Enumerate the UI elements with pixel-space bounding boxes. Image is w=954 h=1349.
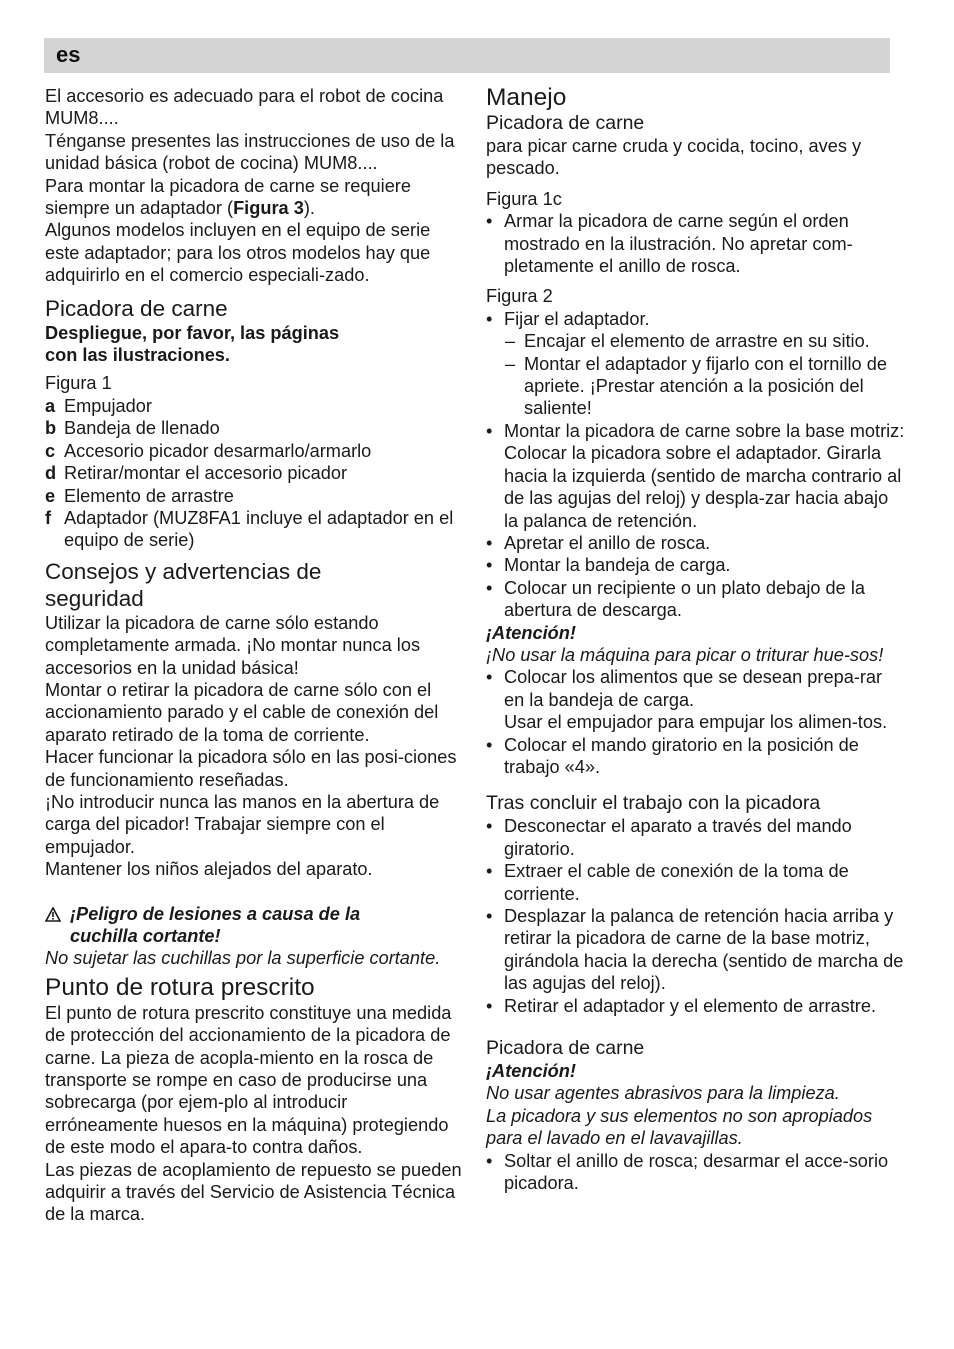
list-item: • Fijar el adaptador. bbox=[486, 308, 906, 330]
after-attention-list bbox=[486, 666, 906, 778]
list-item: • Desplazar la palanca de retención hacia arriba y retirar la picadora de carne de la base motriz, girándola hacia la derecha (sentido de marcha de las agujas del reloj). bbox=[486, 905, 906, 995]
list-item-text: • Montar la picadora de carne sobre la base motriz: bbox=[504, 420, 905, 441]
legend-item bbox=[45, 485, 465, 507]
intro-paragraph bbox=[45, 175, 465, 220]
section-heading-picadora: Picadora de carne bbox=[45, 295, 228, 321]
list-item: • Apretar el anillo de rosca. bbox=[486, 532, 906, 554]
section-heading-consejos: Consejos y advertencias de seguridad bbox=[45, 558, 322, 611]
section-heading-tras: Tras concluir el trabajo con la picadora bbox=[486, 792, 821, 815]
figure-1c-list bbox=[486, 210, 906, 277]
figure-label: Figura 1 bbox=[45, 373, 112, 394]
legend-key: c bbox=[45, 440, 56, 461]
legend-text: Retirar/montar el accesorio picador bbox=[64, 463, 348, 484]
list-item: • Colocar un recipiente o un plato debajo de la abertura de descarga. bbox=[486, 577, 906, 622]
legend-list bbox=[45, 395, 465, 552]
list-item: • Retirar el adaptador y el elemento de arrastre. bbox=[486, 995, 906, 1017]
sub-list-item: – Montar el adaptador y fijarlo con el tornillo de apriete. ¡Prestar atención a la posición del saliente! bbox=[486, 353, 906, 420]
list-item: • Montar la bandeja de carga. bbox=[486, 554, 906, 576]
list-item: • Soltar el anillo de rosca; desarmar el acce-sorio picadora. bbox=[486, 1150, 906, 1195]
list-item: • Armar la picadora de carne según el orden mostrado en la ilustración. No apretar com-pletamente el anillo de rosca. bbox=[486, 210, 906, 277]
limpieza-list bbox=[486, 1150, 906, 1195]
legend-key: a bbox=[45, 395, 56, 416]
legend-text: Elemento de arrastre bbox=[64, 485, 234, 506]
legend-item bbox=[45, 462, 465, 484]
legend-text: Bandeja de llenado bbox=[64, 418, 220, 439]
warning-title: ¡Peligro de lesiones a causa de la cuchilla cortante! bbox=[70, 903, 361, 946]
language-code: es bbox=[56, 42, 81, 67]
intro-text: Para montar la picadora de carne se requiere siempre un adaptador ( bbox=[45, 175, 411, 219]
fold-out-instruction: Despliegue, por favor, las páginas con las ilustraciones. bbox=[45, 322, 340, 366]
list-item-continuation: Colocar la picadora sobre el adaptador. Girarla hacia la izquierda (sentido de marcha contrario al de las agujas del reloj) y despla-zar hacia abajo la palanca de retención. bbox=[504, 443, 902, 531]
left-column bbox=[45, 85, 465, 1226]
section-heading-limpieza: Picadora de carne bbox=[486, 1037, 645, 1060]
legend-text: Accesorio picador desarmarlo/armarlo bbox=[64, 440, 372, 461]
attention-label: ¡Atención! bbox=[486, 622, 576, 643]
warning-text: No sujetar las cuchillas por la superficie cortante. bbox=[45, 948, 441, 969]
intro-paragraph: El accesorio es adecuado para el robot de cocina MUM8.... bbox=[45, 86, 444, 129]
list-item: • Desconectar el aparato a través del mando giratorio. bbox=[486, 815, 906, 860]
attention-text: No usar agentes abrasivos para la limpieza. bbox=[486, 1083, 840, 1104]
list-item: • Extraer el cable de conexión de la toma de corriente. bbox=[486, 860, 906, 905]
legend-item bbox=[45, 507, 465, 552]
figure-2-list bbox=[486, 308, 906, 622]
sub-list-item: – Encajar el elemento de arrastre en su sitio. bbox=[486, 330, 906, 352]
intro-text: ). bbox=[303, 198, 315, 219]
legend-key: e bbox=[45, 485, 56, 506]
figure-label: Figura 2 bbox=[486, 286, 553, 307]
figure-reference: Figura 3 bbox=[233, 198, 304, 219]
legend-item bbox=[45, 395, 465, 417]
figure-label: Figura 1c bbox=[486, 188, 562, 209]
legend-item bbox=[45, 417, 465, 439]
punto-paragraph: El punto de rotura prescrito constituye una medida de protección del accionamiento de la picadora de carne. La pieza de acopla-miento en la rosca de transporte se rompe en caso de producirse una sobrecarga (por ejem-plo al introducir erróneamente huesos en la máquina) protegiendo de este modo el apara-to contra daños. bbox=[45, 1002, 452, 1158]
section-heading-punto: Punto de rotura prescrito bbox=[45, 973, 315, 1001]
safety-paragraph: Utilizar la picadora de carne sólo estando completamente armada. ¡No montar nunca los accesorios en la unidad básica! bbox=[45, 612, 421, 678]
legend-item bbox=[45, 440, 465, 462]
right-column bbox=[486, 84, 906, 1194]
list-item bbox=[486, 420, 906, 532]
picadora-description: para picar carne cruda y cocida, tocino, aves y pescado. bbox=[486, 136, 862, 179]
punto-paragraph: Las piezas de acoplamiento de repuesto se pueden adquirir a través del Servicio de Asistencia Técnica de la marca. bbox=[45, 1159, 462, 1225]
subheading-picadora: Picadora de carne bbox=[486, 112, 645, 134]
legend-text: Empujador bbox=[64, 395, 152, 416]
language-header-bar bbox=[44, 38, 890, 73]
section-heading-manejo: Manejo bbox=[486, 84, 567, 111]
attention-text: ¡No usar la máquina para picar o triturar hue-sos! bbox=[486, 644, 884, 665]
warning-block bbox=[45, 903, 465, 948]
safety-paragraph: Montar o retirar la picadora de carne sólo con el accionamiento parado y el cable de conexión del aparato retirado de la toma de corriente. bbox=[45, 679, 439, 745]
legend-text: Adaptador (MUZ8FA1 incluye el adaptador en el equipo de serie) bbox=[64, 507, 454, 551]
attention-text: La picadora y sus elementos no son apropiados para el lavado en el lavavajillas. bbox=[486, 1105, 873, 1149]
warning-triangle-icon bbox=[45, 903, 70, 948]
intro-paragraph: Algunos modelos incluyen en el equipo de serie este adaptador; para los otros modelos hay que adquirirlo en el comercio especiali-zado. bbox=[45, 220, 431, 286]
safety-paragraph: ¡No introducir nunca las manos en la abertura de carga del picador! Trabajar siempre con el empujador. bbox=[45, 791, 440, 857]
list-item-text: • Colocar los alimentos que se desean prepa-rar en la bandeja de carga. bbox=[504, 667, 883, 710]
legend-key: d bbox=[45, 463, 57, 484]
attention-label: ¡Atención! bbox=[486, 1061, 576, 1082]
list-item: • Colocar el mando giratorio en la posición de trabajo «4». bbox=[486, 734, 906, 779]
tras-list bbox=[486, 815, 906, 1017]
list-item-continuation: Usar el empujador para empujar los alimen-tos. bbox=[504, 712, 888, 733]
legend-key: f bbox=[45, 507, 52, 528]
legend-key: b bbox=[45, 418, 57, 439]
list-item bbox=[486, 666, 906, 733]
intro-paragraph: Ténganse presentes las instrucciones de uso de la unidad básica (robot de cocina) MUM8.... bbox=[45, 130, 455, 174]
safety-paragraph: Hacer funcionar la picadora sólo en las posi-ciones de funcionamiento reseñadas. bbox=[45, 747, 457, 790]
safety-paragraph: Mantener los niños alejados del aparato. bbox=[45, 859, 373, 880]
